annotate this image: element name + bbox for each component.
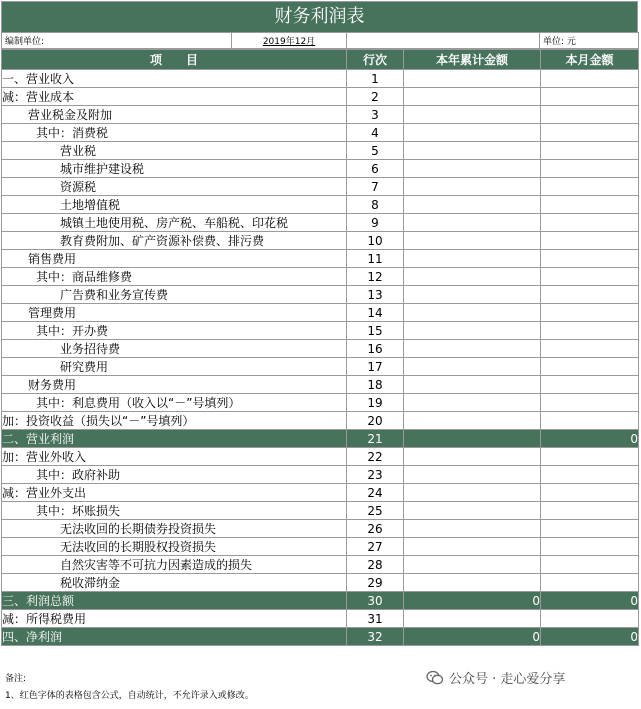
row-month-cell[interactable]	[541, 484, 639, 502]
row-line-cell[interactable]: 28	[347, 556, 404, 574]
unit-label[interactable]: 单位: 元	[540, 33, 639, 49]
row-label-cell[interactable]: 无法收回的长期债券投资损失	[2, 520, 347, 538]
notes	[5, 671, 254, 705]
sheet-title: 财务利润表	[1, 1, 638, 32]
row-ytd-cell[interactable]	[404, 214, 541, 232]
row-month-cell[interactable]	[541, 214, 639, 232]
row-ytd-cell[interactable]	[404, 142, 541, 160]
table-header-row	[2, 50, 639, 70]
row-line-cell[interactable]: 25	[347, 502, 404, 520]
row-line-cell[interactable]: 12	[347, 268, 404, 286]
income-table	[1, 49, 639, 646]
wechat-icon	[426, 670, 444, 686]
table-row	[2, 178, 639, 196]
row-ytd-cell[interactable]	[404, 412, 541, 430]
table-row	[2, 502, 639, 520]
row-line-cell[interactable]: 16	[347, 340, 404, 358]
row-ytd-cell[interactable]	[404, 394, 541, 412]
row-line-cell[interactable]: 30	[347, 592, 404, 610]
row-month-cell[interactable]	[541, 556, 639, 574]
row-label-cell[interactable]: 税收滞纳金	[2, 574, 347, 592]
row-label-cell[interactable]: 减：营业外支出	[2, 484, 347, 502]
row-label-cell[interactable]: 城市维护建设税	[2, 160, 347, 178]
row-month-cell[interactable]	[541, 538, 639, 556]
row-ytd-cell[interactable]	[404, 178, 541, 196]
table-row	[2, 484, 639, 502]
row-ytd-cell[interactable]	[404, 196, 541, 214]
table-row	[2, 376, 639, 394]
row-label-cell[interactable]: 其中：开办费	[2, 322, 347, 340]
row-line-cell[interactable]: 29	[347, 574, 404, 592]
table-row	[2, 394, 639, 412]
company-label[interactable]: 编制单位:	[2, 33, 232, 49]
row-line-cell[interactable]: 4	[347, 124, 404, 142]
row-line-cell[interactable]: 10	[347, 232, 404, 250]
table-row	[2, 358, 639, 376]
row-line-cell[interactable]: 31	[347, 610, 404, 628]
row-line-cell[interactable]: 8	[347, 196, 404, 214]
row-line-cell[interactable]: 7	[347, 178, 404, 196]
table-row	[2, 268, 639, 286]
row-ytd-cell[interactable]: 0	[404, 628, 541, 646]
row-month-cell[interactable]	[541, 412, 639, 430]
row-line-cell[interactable]: 21	[347, 430, 404, 448]
row-ytd-cell[interactable]	[404, 106, 541, 124]
row-ytd-cell[interactable]	[404, 430, 541, 448]
col-header-month[interactable]: 本月金额	[541, 50, 639, 70]
row-label-cell[interactable]: 资源税	[2, 178, 347, 196]
row-month-cell[interactable]	[541, 178, 639, 196]
row-line-cell[interactable]: 18	[347, 376, 404, 394]
row-month-cell[interactable]	[541, 250, 639, 268]
row-label-cell[interactable]: 研究费用	[2, 358, 347, 376]
row-label-cell[interactable]: 减：营业成本	[2, 88, 347, 106]
table-row	[2, 430, 639, 448]
row-ytd-cell[interactable]	[404, 340, 541, 358]
row-label-cell[interactable]: 广告费和业务宣传费	[2, 286, 347, 304]
row-month-cell[interactable]: 0	[541, 592, 639, 610]
row-line-cell[interactable]: 26	[347, 520, 404, 538]
row-label-cell[interactable]: 自然灾害等不可抗力因素造成的损失	[2, 556, 347, 574]
row-month-cell[interactable]	[541, 340, 639, 358]
row-month-cell[interactable]	[541, 304, 639, 322]
row-ytd-cell[interactable]	[404, 448, 541, 466]
row-ytd-cell[interactable]	[404, 484, 541, 502]
row-ytd-cell[interactable]	[404, 304, 541, 322]
row-line-cell[interactable]: 13	[347, 286, 404, 304]
table-row	[2, 142, 639, 160]
table-row	[2, 340, 639, 358]
table-row	[2, 286, 639, 304]
table-row	[2, 412, 639, 430]
row-line-cell[interactable]: 11	[347, 250, 404, 268]
table-row	[2, 322, 639, 340]
table-row	[2, 196, 639, 214]
row-line-cell[interactable]: 2	[347, 88, 404, 106]
row-line-cell[interactable]: 5	[347, 142, 404, 160]
row-month-cell[interactable]	[541, 286, 639, 304]
row-ytd-cell[interactable]	[404, 574, 541, 592]
row-ytd-cell[interactable]	[404, 376, 541, 394]
row-line-cell[interactable]: 27	[347, 538, 404, 556]
notes-line-1: 1、红色字体的表格包含公式，自动统计，不允许录入或修改。	[5, 691, 254, 701]
table-row	[2, 574, 639, 592]
row-month-cell[interactable]	[541, 124, 639, 142]
table-row	[2, 304, 639, 322]
row-label-cell[interactable]: 教育费附加、矿产资源补偿费、排污费	[2, 232, 347, 250]
row-label-cell[interactable]: 减：所得税费用	[2, 610, 347, 628]
row-month-cell[interactable]	[541, 322, 639, 340]
row-line-cell[interactable]: 24	[347, 484, 404, 502]
row-line-cell[interactable]: 3	[347, 106, 404, 124]
row-line-cell[interactable]: 19	[347, 394, 404, 412]
row-ytd-cell[interactable]	[404, 466, 541, 484]
row-ytd-cell[interactable]	[404, 358, 541, 376]
row-label-cell[interactable]: 营业税金及附加	[2, 106, 347, 124]
table-row	[2, 448, 639, 466]
table-row	[2, 160, 639, 178]
row-month-cell[interactable]: 0	[541, 628, 639, 646]
row-ytd-cell[interactable]	[404, 232, 541, 250]
row-month-cell[interactable]	[541, 574, 639, 592]
row-month-cell[interactable]	[541, 520, 639, 538]
row-ytd-cell[interactable]: 0	[404, 592, 541, 610]
info-row	[1, 32, 639, 49]
row-ytd-cell[interactable]	[404, 520, 541, 538]
row-label-cell[interactable]: 加：营业外收入	[2, 448, 347, 466]
row-ytd-cell[interactable]	[404, 88, 541, 106]
info-blank-cell[interactable]	[347, 33, 540, 49]
row-label-cell[interactable]: 三、利润总额	[2, 592, 347, 610]
row-month-cell[interactable]	[541, 142, 639, 160]
row-ytd-cell[interactable]	[404, 268, 541, 286]
row-label-cell[interactable]: 财务费用	[2, 376, 347, 394]
row-month-cell[interactable]	[541, 502, 639, 520]
row-label-cell[interactable]: 业务招待费	[2, 340, 347, 358]
row-label-cell[interactable]: 销售费用	[2, 250, 347, 268]
row-ytd-cell[interactable]	[404, 322, 541, 340]
table-row	[2, 610, 639, 628]
table-row	[2, 214, 639, 232]
row-label-cell[interactable]: 一、营业收入	[2, 70, 347, 88]
table-row	[2, 88, 639, 106]
income-statement-sheet	[1, 1, 638, 646]
row-line-cell[interactable]: 23	[347, 466, 404, 484]
row-month-cell[interactable]	[541, 394, 639, 412]
table-body	[2, 70, 639, 646]
col-header-line[interactable]: 行次	[347, 50, 404, 70]
row-label-cell[interactable]: 城镇土地使用税、房产税、车船税、印花税	[2, 214, 347, 232]
row-line-cell[interactable]: 32	[347, 628, 404, 646]
row-ytd-cell[interactable]	[404, 124, 541, 142]
row-label-cell[interactable]: 其中：政府补助	[2, 466, 347, 484]
row-month-cell[interactable]	[541, 232, 639, 250]
row-line-cell[interactable]: 6	[347, 160, 404, 178]
col-header-item[interactable]: 项 目	[2, 50, 347, 70]
row-line-cell[interactable]: 14	[347, 304, 404, 322]
row-month-cell[interactable]	[541, 376, 639, 394]
table-row	[2, 556, 639, 574]
row-line-cell[interactable]: 1	[347, 70, 404, 88]
row-ytd-cell[interactable]	[404, 160, 541, 178]
row-label-cell[interactable]: 加：投资收益（损失以“－”号填列）	[2, 412, 347, 430]
row-month-cell[interactable]	[541, 466, 639, 484]
table-row	[2, 106, 639, 124]
row-label-cell[interactable]: 其中：利息费用（收入以“－”号填列）	[2, 394, 347, 412]
row-label-cell[interactable]: 土地增值税	[2, 196, 347, 214]
row-label-cell[interactable]: 营业税	[2, 142, 347, 160]
row-month-cell[interactable]	[541, 610, 639, 628]
row-month-cell[interactable]	[541, 160, 639, 178]
row-label-cell[interactable]: 四、净利润	[2, 628, 347, 646]
row-line-cell[interactable]: 17	[347, 358, 404, 376]
row-ytd-cell[interactable]	[404, 70, 541, 88]
row-month-cell[interactable]	[541, 88, 639, 106]
watermark	[426, 668, 565, 687]
row-label-cell[interactable]: 其中：消费税	[2, 124, 347, 142]
row-ytd-cell[interactable]	[404, 556, 541, 574]
col-header-ytd[interactable]: 本年累计金额	[404, 50, 541, 70]
row-line-cell[interactable]: 20	[347, 412, 404, 430]
period-cell[interactable]: 2019年12月	[232, 33, 347, 49]
row-ytd-cell[interactable]	[404, 286, 541, 304]
row-month-cell[interactable]	[541, 358, 639, 376]
row-month-cell[interactable]	[541, 106, 639, 124]
table-row	[2, 250, 639, 268]
notes-label: 备注:	[5, 674, 27, 684]
row-line-cell[interactable]: 22	[347, 448, 404, 466]
row-line-cell[interactable]: 15	[347, 322, 404, 340]
row-label-cell[interactable]: 其中：商品维修费	[2, 268, 347, 286]
row-month-cell[interactable]: 0	[541, 430, 639, 448]
row-month-cell[interactable]	[541, 196, 639, 214]
table-row	[2, 592, 639, 610]
row-ytd-cell[interactable]	[404, 502, 541, 520]
row-ytd-cell[interactable]	[404, 538, 541, 556]
table-row	[2, 70, 639, 88]
table-row	[2, 466, 639, 484]
table-row	[2, 520, 639, 538]
table-row	[2, 628, 639, 646]
table-row	[2, 124, 639, 142]
row-ytd-cell[interactable]	[404, 610, 541, 628]
row-label-cell[interactable]: 其中：坏账损失	[2, 502, 347, 520]
row-month-cell[interactable]	[541, 70, 639, 88]
row-month-cell[interactable]	[541, 268, 639, 286]
row-label-cell[interactable]: 管理费用	[2, 304, 347, 322]
row-label-cell[interactable]: 无法收回的长期股权投资损失	[2, 538, 347, 556]
watermark-text: 公众号 · 走心爱分享	[449, 672, 566, 687]
row-label-cell[interactable]: 二、营业利润	[2, 430, 347, 448]
row-month-cell[interactable]	[541, 448, 639, 466]
table-row	[2, 232, 639, 250]
row-line-cell[interactable]: 9	[347, 214, 404, 232]
row-ytd-cell[interactable]	[404, 250, 541, 268]
table-row	[2, 538, 639, 556]
